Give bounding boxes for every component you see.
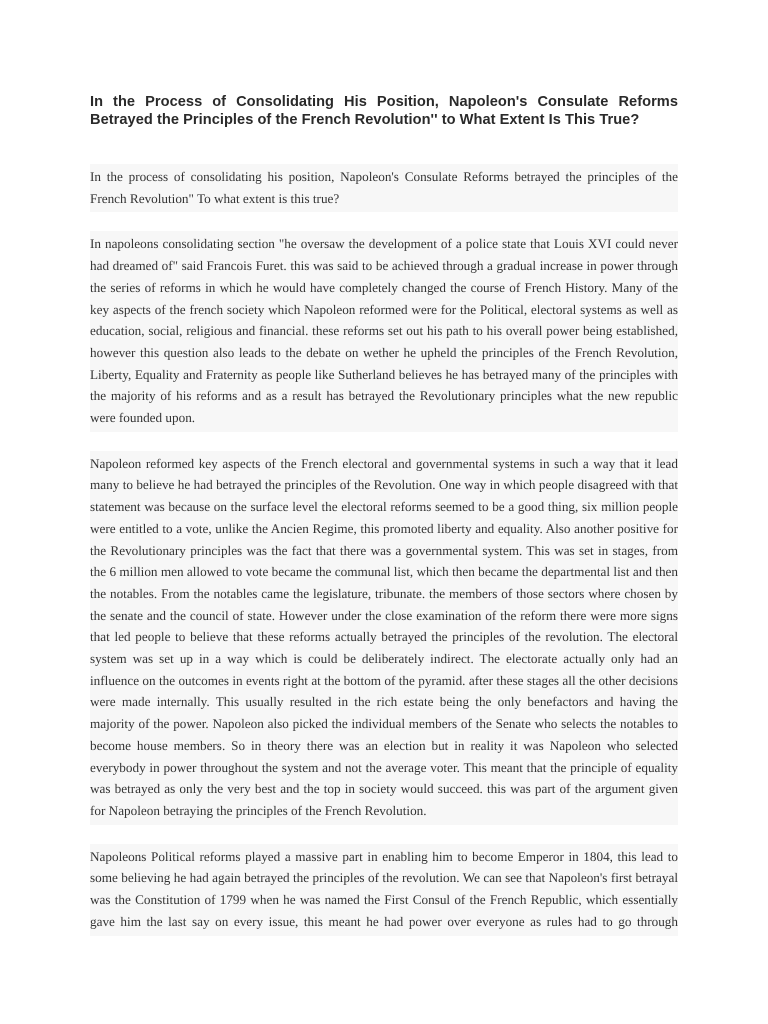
- document-title: In the Process of Consolidating His Position, Napoleon's Consulate Reforms Betrayed the Principles of the French Revolution'' to What Extent Is This True?: [90, 94, 678, 128]
- paragraph-electoral-reforms: Napoleon reformed key aspects of the French electoral and governmental systems in such a way that it lead many to believe he had betrayed the principles of the Revolution. One way in which people disagreed with that statement was because on the surface level the electoral reforms seemed to be a good thing, six million people were entitled to a vote, unlike the Ancien Regime, this promoted liberty and equality. Also another positive for the Revolutionary principles was the fact that there was a governmental system. This was set in stages, from the 6 million men allowed to vote became the communal list, which then became the departmental list and then the notables. From the notables came the legislature, tribunate. the members of those sectors where chosen by the senate and the council of state. However under the close examination of the reform there were more signs that led people to believe that these reforms actually betrayed the principles of the revolution. The electoral system was set up in a way which is could be deliberately indirect. The electorate actually only had an influence on the outcomes in events right at the bottom of the pyramid. after these stages all the other decisions were made internally. This usually resulted in the rich estate being the only benefactors and having the majority of the power. Napoleon also picked the individual members of the Senate who selects the notables to become house members. So in theory there was an election but in reality it was Napoleon who selected everybody in power throughout the system and not the average voter. This meant that the principle of equality was betrayed as only the very best and the top in society would succeed. this was part of the argument given for Napoleon betraying the principles of the French Revolution.: [90, 451, 678, 825]
- paragraph-political-reforms: Napoleons Political reforms played a massive part in enabling him to become Emperor in 1804, this lead to some believing he had again betrayed the principles of the revolution. We can see that Napoleon's first betrayal was the Constitution of 1799 when he was named the First Consul of the French Republic, which essentially gave him the last say on every issue, this meant he had power over everyone as rules had to go through: [90, 844, 678, 936]
- document-body: [90, 164, 678, 936]
- document-page: [90, 0, 678, 1024]
- paragraph-intro: In the process of consolidating his position, Napoleon's Consulate Reforms betrayed the principles of the French Revolution" To what extent is this true?: [90, 164, 678, 212]
- paragraph-consolidation: In napoleons consolidating section "he oversaw the development of a police state that Louis XVI could never had dreamed of" said Francois Furet. this was said to be achieved through a gradual increase in power through the series of reforms in which he would have completely changed the course of French History. Many of the key aspects of the french society which Napoleon reformed were for the Political, electoral systems as well as education, social, religious and financial. these reforms set out his path to his overall power being established, however this question also leads to the debate on wether he upheld the principles of the French Revolution, Liberty, Equality and Fraternity as people like Sutherland believes he has betrayed many of the principles with the majority of his reforms and as a result has betrayed the Revolutionary principles what the new republic were founded upon.: [90, 231, 678, 431]
